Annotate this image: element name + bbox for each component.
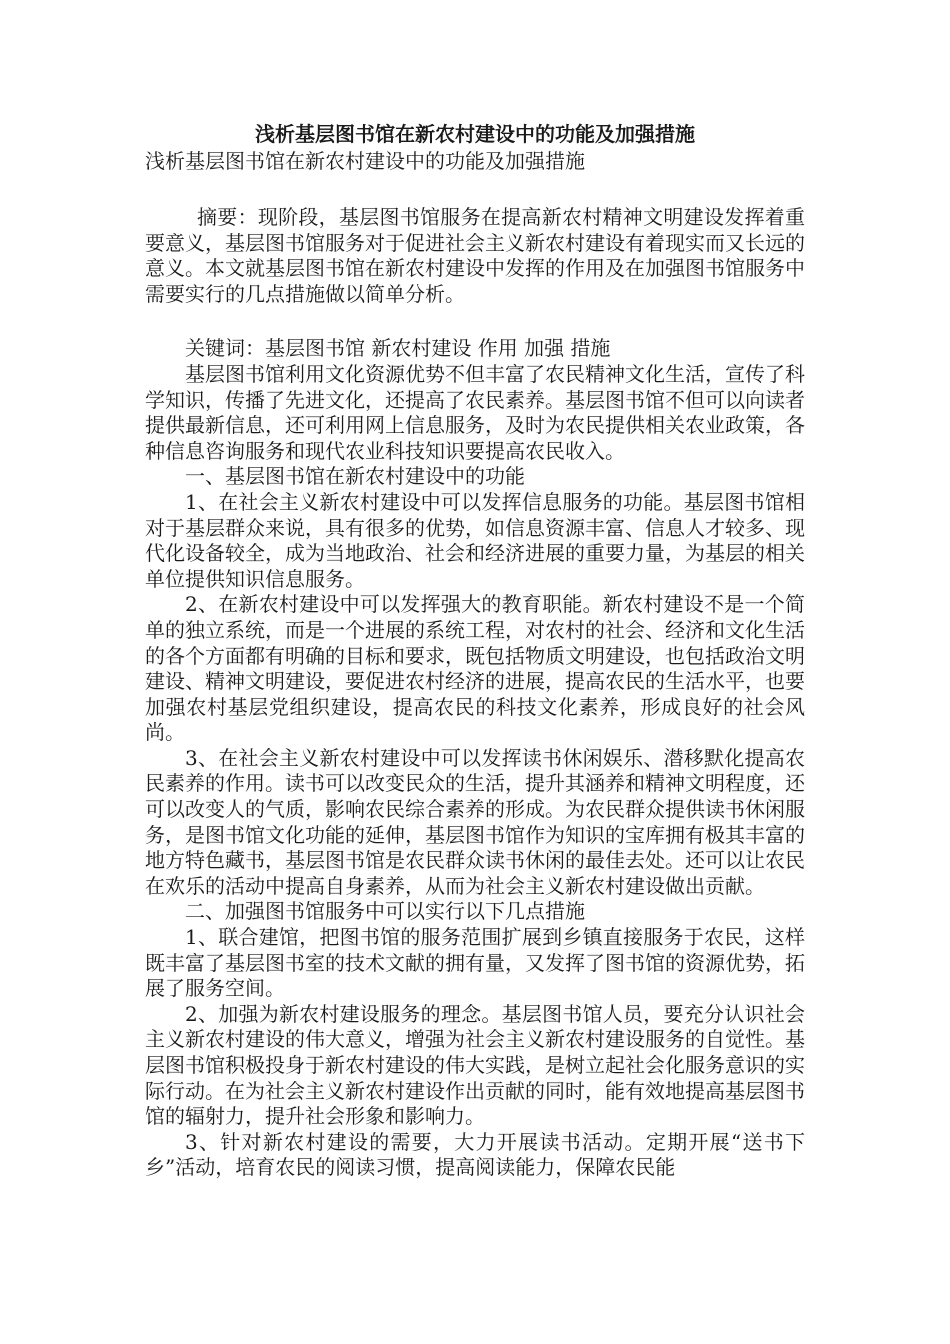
document-page [145,120,805,1181]
document-title: 浅析基层图书馆在新农村建设中的功能及加强措施 [255,122,695,146]
measure-item-3: 3、针对新农村建设的需要，大力开展读书活动。定期开展“送书下乡”活动，培育农民的阅读习惯，提高阅读能力，保障农民能 [145,1129,805,1180]
keywords-line: 关键词：基层图书馆 新农村建设 作用 加强 措施 [185,336,611,361]
intro-paragraph: 基层图书馆利用文化资源优势不但丰富了农民精神文化生活，宣传了科学知识，传播了先进文化，还提高了农民素养。基层图书馆不但可以向读者提供最新信息，还可利用网上信息服务，及时为农民提供相关农业政策，各种信息咨询服务和现代农业科技知识要提高农民收入。 [145,361,805,463]
abstract-paragraph: 摘要：现阶段，基层图书馆服务在提高新农村精神文明建设发挥着重要意义，基层图书馆服务对于促进社会主义新农村建设有着现实而又长远的意义。本文就基层图书馆在新农村建设中发挥的作用及在加强图书馆服务中需要实行的几点措施做以简单分析。 [145,205,805,306]
section-heading-functions: 一、基层图书馆在新农村建设中的功能 [185,464,525,489]
function-item-1: 1、在社会主义新农村建设中可以发挥信息服务的功能。基层图书馆相对于基层群众来说，具有很多的优势，如信息资源丰富、信息人才较多、现代化设备较全，成为当地政治、社会和经济进展的重要力量，为基层的相关单位提供知识信息服务。 [145,489,805,591]
measure-item-1: 1、联合建馆，把图书馆的服务范围扩展到乡镇直接服务于农民，这样既丰富了基层图书室的技术文献的拥有量，又发挥了图书馆的资源优势，拓展了服务空间。 [145,925,805,1001]
function-item-2: 2、在新农村建设中可以发挥强大的教育职能。新农村建设不是一个简单的独立系统，而是一个进展的系统工程，对农村的社会、经济和文化生活的各个方面都有明确的目标和要求，既包括物质文明建设，也包括政治文明建设、精神文明建设，要促进农村经济的进展，提高农民的生活水平，也要加强农村基层党组织建设，提高农民的科技文化素养，形成良好的社会风尚。 [145,592,805,745]
document-subtitle: 浅析基层图书馆在新农村建设中的功能及加强措施 [145,149,585,173]
measure-item-2: 2、加强为新农村建设服务的理念。基层图书馆人员，要充分认识社会主义新农村建设的伟大意义，增强为社会主义新农村建设服务的自觉性。基层图书馆积极投身于新农村建设的伟大实践，是树立起社会化服务意识的实际行动。在为社会主义新农村建设作出贡献的同时，能有效地提高基层图书馆的辐射力，提升社会形象和影响力。 [145,1001,805,1129]
section-heading-measures: 二、加强图书馆服务中可以实行以下几点措施 [185,899,585,924]
function-item-3: 3、在社会主义新农村建设中可以发挥读书休闲娱乐、潜移默化提高农民素养的作用。读书可以改变民众的生活，提升其涵养和精神文明程度，还可以改变人的气质，影响农民综合素养的形成。为农民群众提供读书休闲服务，是图书馆文化功能的延伸，基层图书馆作为知识的宝库拥有极其丰富的地方特色藏书，基层图书馆是农民群众读书休闲的最佳去处。还可以让农民在欢乐的活动中提高自身素养，从而为社会主义新农村建设做出贡献。 [145,745,805,898]
